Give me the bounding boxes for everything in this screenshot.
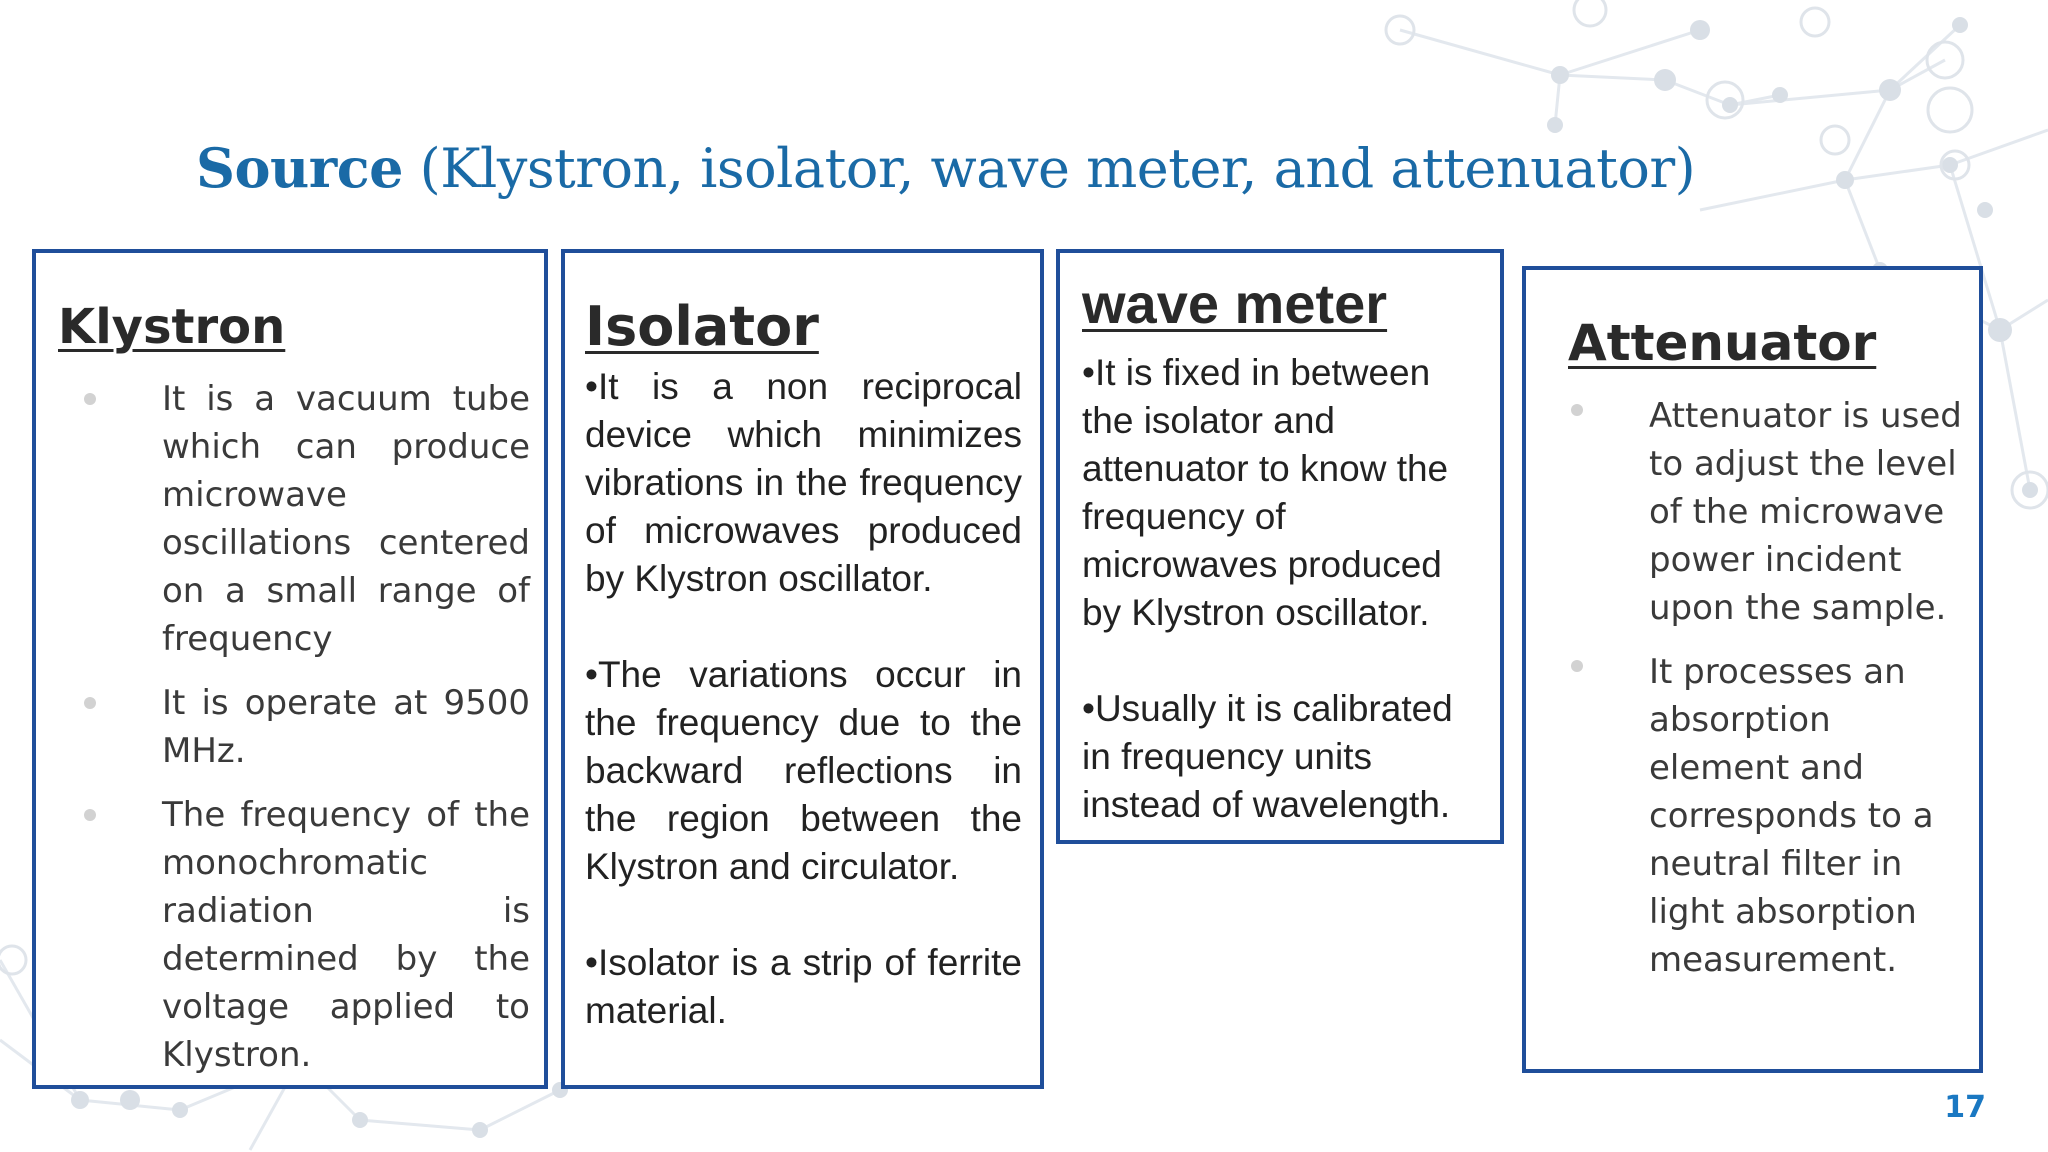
isolator-heading: Isolator [585,295,819,358]
isolator-paragraph-2: •The variations occur in the frequency due to the backward reflections in the region between the Klystron and circulator. [585,654,1022,887]
title-strong: Source [196,136,403,200]
bullet-icon [84,697,96,709]
list-item: It is operate at 9500 MHz. [162,679,530,775]
klystron-list [162,375,530,1079]
page-title [196,136,1695,200]
isolator-paragraphs [585,363,1022,1035]
wave-meter-box [1056,249,1504,844]
klystron-heading: Klystron [58,299,286,355]
list-item: The frequency of the monochromatic radiation is determined by the voltage applied to Klystron. [162,791,530,1079]
list-item: It processes an absorption element and corresponds to a neutral filter in light absorption measurement. [1649,648,1969,984]
klystron-box [32,249,548,1089]
list-item: Attenuator is used to adjust the level of the microwave power incident upon the sample. [1649,392,1969,632]
attenuator-list [1649,392,1969,984]
attenuator-box [1522,266,1983,1073]
bullet-icon [1571,660,1583,672]
title-rest: (Klystron, isolator, wave meter, and attenuator) [402,137,1696,200]
wave-meter-paragraph-1: •It is fixed in between the isolator and attenuator to know the frequency of microwaves produced by Klystron oscillator. [1082,352,1449,633]
wave-meter-heading: wave meter [1082,272,1388,335]
isolator-box [561,249,1044,1089]
isolator-paragraph-1: •It is a non reciprocal device which minimizes vibrations in the frequency of microwaves produced by Klystron oscillator. [585,366,1022,599]
bullet-icon [84,809,96,821]
wave-meter-paragraphs [1082,349,1482,829]
list-item: It is a vacuum tube which can produce microwave oscillations centered on a small range of frequency [162,375,530,663]
bullet-icon [1571,404,1583,416]
attenuator-heading: Attenuator [1568,314,1877,372]
isolator-paragraph-3: •Isolator is a strip of ferrite material. [585,942,1022,1031]
wave-meter-paragraph-2: •Usually it is calibrated in frequency units instead of wavelength. [1082,688,1453,825]
page-number: 17 [1944,1090,1986,1125]
bullet-icon [84,393,96,405]
